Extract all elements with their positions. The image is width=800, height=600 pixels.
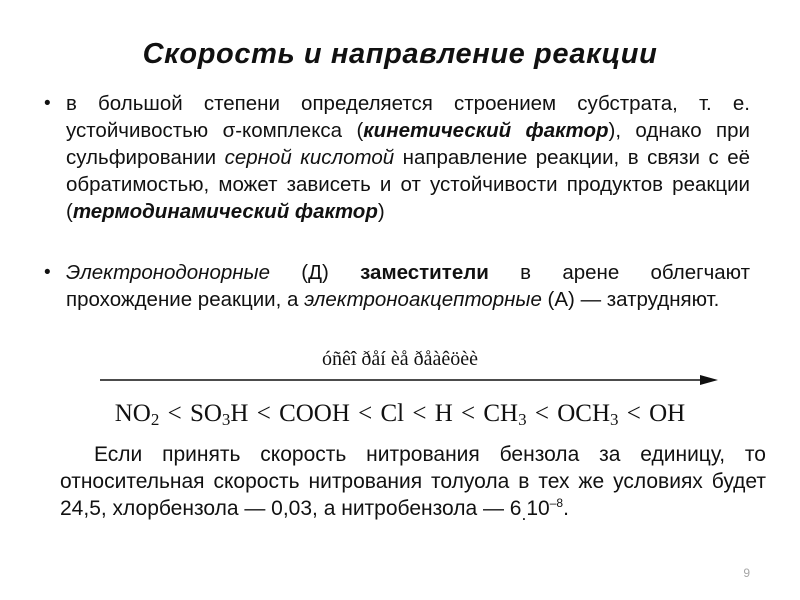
series-so3h-start: < SO — [159, 400, 222, 427]
bullet1-text-3: направление реакции, в связи с её обратимостью, может зависеть и от устойчивости продуктов реакции ( — [66, 146, 751, 223]
series-och3-start: < OCH — [526, 400, 611, 427]
paragraph-text: Если принять скорость нитрования бензола за единицу, то относительная скорость нитрования толуола в тех же условиях будет 24,5, хлорбензола — 0,03, а нитробензола — 6 — [60, 443, 766, 520]
sulfuric-acid-term: серной кислотой — [224, 146, 395, 169]
series-sub-2: 2 — [150, 410, 160, 429]
electron-acceptor-term: электроноакцепторные — [304, 288, 542, 311]
bullet2-text-1: (Д) — [270, 261, 361, 284]
electron-donor-term: Электронодонорные — [66, 261, 271, 284]
arrow-label: óñêî ðåí èå ðåàêöèè — [321, 348, 478, 370]
kinetic-factor-term: кинетический фактор — [363, 119, 609, 142]
paragraph-base: 10 — [526, 497, 550, 520]
substituent-series — [0, 400, 800, 428]
thermodynamic-factor-term: термодинамический фактор — [72, 200, 378, 223]
bullet2-text-3: (А) — затрудняют. — [541, 288, 720, 311]
bullet2-text-2: в арене облегчают прохождение реакции, а — [66, 261, 750, 311]
bullet-substrate-structure — [66, 90, 750, 225]
series-middle: H < COOH < Cl < H < CH — [230, 400, 519, 427]
arrow-right-icon — [100, 370, 720, 388]
page-number: 9 — [743, 566, 750, 580]
bullet1-text-4: ) — [377, 200, 385, 223]
substituents-term: заместители — [360, 261, 489, 284]
bullet1-text-2: ), однако при сульфировании — [66, 119, 751, 169]
bullet1-text-1: в большой степени определяется строением субстрата, т. е. устойчивостью σ-комплекса ( — [66, 92, 750, 142]
series-oh: < OH — [618, 400, 686, 427]
bullet-substituents — [66, 259, 750, 313]
slide-title: Скорость и направление реакции — [142, 38, 658, 70]
series-sub-3c: 3 — [610, 410, 619, 429]
paragraph-exponent: –8 — [549, 496, 564, 510]
series-no2: NO — [114, 400, 151, 427]
series-sub-3a: 3 — [221, 410, 231, 429]
nitration-rate-paragraph — [60, 441, 766, 528]
series-sub-3b: 3 — [518, 410, 527, 429]
paragraph-end: . — [563, 497, 569, 520]
paragraph-dot: . — [521, 504, 527, 525]
